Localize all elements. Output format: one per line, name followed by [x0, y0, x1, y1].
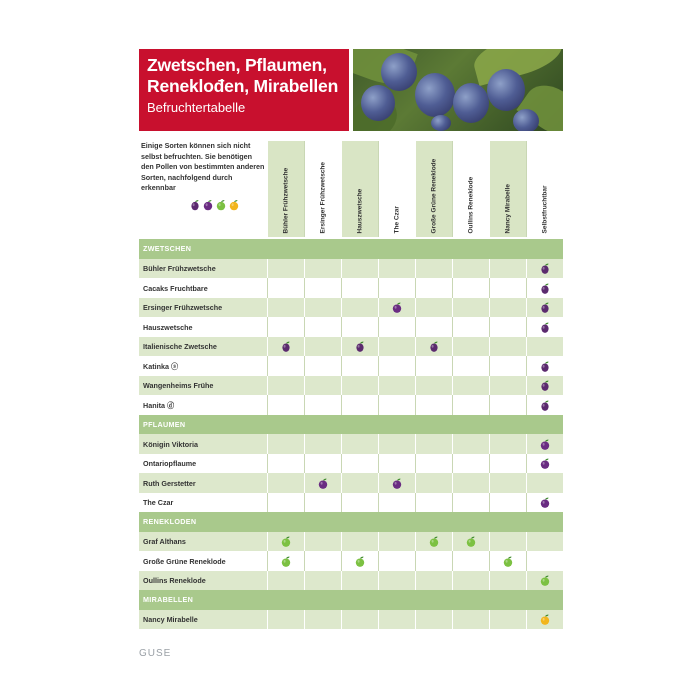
zwetsche-icon — [540, 283, 550, 294]
table-cell — [526, 551, 563, 571]
table-cell — [341, 278, 378, 298]
table-cell — [526, 610, 563, 630]
table-row — [139, 376, 563, 396]
table-cell — [526, 434, 563, 454]
table-cell — [378, 298, 415, 318]
table-row — [139, 356, 563, 376]
intro-suffix: erkennbar — [141, 183, 176, 192]
table-cell — [267, 317, 304, 337]
table-cell — [489, 298, 526, 318]
table-cell — [341, 337, 378, 357]
table-cell — [341, 454, 378, 474]
table-cell — [415, 454, 452, 474]
table-cell — [526, 356, 563, 376]
legend-icons — [189, 198, 259, 212]
table-cell — [304, 532, 341, 552]
table-cell — [489, 376, 526, 396]
column-header-label: Bühler Frühzwetsche — [282, 167, 290, 233]
table-cell — [489, 473, 526, 493]
table-cell — [267, 551, 304, 571]
reneklode-icon — [281, 536, 291, 547]
table-cell — [415, 259, 452, 279]
zwetsche-icon — [281, 341, 291, 352]
variety-name: Katinka ⓢ — [143, 361, 179, 371]
table-cell — [452, 571, 489, 591]
table-row — [139, 337, 563, 357]
variety-name: Bühler Frühzwetsche — [143, 264, 216, 273]
column-header-label: Selbstfruchtbar — [541, 184, 549, 233]
column-header — [304, 141, 341, 237]
table-cell — [304, 493, 341, 513]
table-cell — [378, 532, 415, 552]
table-cell — [526, 278, 563, 298]
table-cell — [452, 337, 489, 357]
subtitle: Befruchtertabelle — [147, 100, 246, 115]
table-cell — [341, 434, 378, 454]
zwetsche-icon — [540, 322, 550, 333]
table-cell — [341, 298, 378, 318]
table-cell — [341, 317, 378, 337]
table-cell — [452, 376, 489, 396]
table-cell — [378, 454, 415, 474]
table-cell — [526, 532, 563, 552]
table-cell — [267, 434, 304, 454]
table-cell — [378, 376, 415, 396]
table-cell — [304, 454, 341, 474]
reneklode-icon — [540, 575, 550, 586]
table-cell — [267, 532, 304, 552]
mirabelle-icon — [229, 200, 239, 211]
table-row — [139, 571, 563, 591]
section-header — [139, 512, 563, 532]
table-cell — [378, 551, 415, 571]
table-cell — [452, 473, 489, 493]
table-cell — [452, 298, 489, 318]
table-cell — [378, 337, 415, 357]
table-cell — [378, 278, 415, 298]
reneklode-icon — [216, 200, 226, 211]
table-cell — [489, 356, 526, 376]
column-header-label: The Czar — [393, 205, 401, 233]
table-cell — [304, 356, 341, 376]
table-row — [139, 395, 563, 415]
table-cell — [267, 298, 304, 318]
table-cell — [304, 337, 341, 357]
column-header — [415, 141, 452, 237]
pflaume-icon — [318, 478, 328, 489]
table-row — [139, 473, 563, 493]
table-cell — [489, 571, 526, 591]
variety-name: Hauszwetsche — [143, 322, 193, 332]
table-row — [139, 317, 563, 337]
zwetsche-icon — [540, 302, 550, 313]
table-cell — [304, 473, 341, 493]
table-cell — [267, 356, 304, 376]
table-cell — [267, 337, 304, 357]
section-header — [139, 415, 563, 435]
table-cell — [526, 473, 563, 493]
table-cell — [341, 356, 378, 376]
table-cell — [489, 551, 526, 571]
table-cell — [452, 532, 489, 552]
table-cell — [526, 376, 563, 396]
column-header — [452, 141, 489, 237]
table-cell — [415, 610, 452, 630]
variety-name: Hanita ⓓ — [143, 400, 175, 410]
pflaume-icon — [203, 200, 213, 211]
zwetsche-icon — [190, 200, 200, 211]
column-header — [341, 141, 378, 237]
table-row — [139, 551, 563, 571]
section-title: RENEKLODEN — [143, 517, 197, 526]
table-cell — [378, 317, 415, 337]
table-cell — [415, 551, 452, 571]
table-cell — [415, 532, 452, 552]
table-cell — [415, 298, 452, 318]
section-header — [139, 590, 563, 610]
table-cell — [341, 610, 378, 630]
column-header-label: Ersinger Frühzwetsche — [319, 161, 327, 233]
poster — [139, 49, 563, 661]
table-cell — [304, 434, 341, 454]
table-cell — [267, 493, 304, 513]
variety-name: Italienische Zwetsche — [143, 342, 217, 351]
table-cell — [415, 356, 452, 376]
section-title: PFLAUMEN — [143, 419, 186, 429]
table-cell — [378, 395, 415, 415]
variety-name: Cacaks Fruchtbare — [143, 283, 208, 293]
table-cell — [304, 376, 341, 396]
pflaume-icon — [392, 478, 402, 489]
reneklode-icon — [281, 556, 291, 567]
column-header-label: Große Grüne Reneklode — [430, 158, 438, 233]
table-cell — [415, 571, 452, 591]
table-cell — [452, 395, 489, 415]
zwetsche-icon — [540, 361, 550, 372]
variety-name: Wangenheims Frühe — [143, 381, 214, 390]
table-cell — [378, 473, 415, 493]
table-row — [139, 493, 563, 513]
mirabelle-icon — [540, 614, 550, 625]
variety-name: Königin Viktoria — [143, 439, 198, 449]
table-cell — [489, 395, 526, 415]
intro-text — [141, 141, 266, 194]
pflaume-icon — [540, 497, 550, 508]
table-cell — [415, 278, 452, 298]
zwetsche-icon — [355, 341, 365, 352]
table-cell — [341, 532, 378, 552]
column-header — [489, 141, 526, 237]
table-cell — [341, 493, 378, 513]
variety-name: The Czar — [143, 498, 174, 507]
table-cell — [452, 317, 489, 337]
section-title: MIRABELLEN — [143, 595, 194, 604]
table-cell — [452, 278, 489, 298]
table-cell — [304, 610, 341, 630]
table-cell — [267, 395, 304, 415]
table-cell — [378, 610, 415, 630]
table-cell — [452, 259, 489, 279]
pflaume-icon — [540, 458, 550, 469]
variety-name: Oullins Reneklode — [143, 576, 206, 585]
table-row — [139, 298, 563, 318]
column-header-label: Nancy Mirabelle — [504, 183, 512, 233]
column-header-label: Oullins Reneklode — [467, 176, 475, 233]
table-cell — [415, 473, 452, 493]
variety-name: Ruth Gerstetter — [143, 478, 196, 488]
table-row — [139, 532, 563, 552]
title-line-2: Reneklođen, Mirabellen — [147, 76, 339, 96]
table-cell — [267, 376, 304, 396]
table-cell — [415, 493, 452, 513]
variety-name: Ersinger Frühzwetsche — [143, 303, 223, 312]
table-cell — [341, 571, 378, 591]
section-header — [139, 239, 563, 259]
reneklode-icon — [355, 556, 365, 567]
table-cell — [267, 571, 304, 591]
table-cell — [267, 610, 304, 630]
table-cell — [489, 337, 526, 357]
table-cell — [267, 454, 304, 474]
table-cell — [378, 493, 415, 513]
table-cell — [526, 259, 563, 279]
table-cell — [526, 337, 563, 357]
variety-name: Große Grüne Reneklode — [143, 556, 226, 566]
table-row — [139, 278, 563, 298]
table-cell — [304, 395, 341, 415]
table-cell — [304, 278, 341, 298]
column-header-label: Hauszwetsche — [356, 188, 364, 233]
table-row — [139, 259, 563, 279]
table-cell — [452, 610, 489, 630]
table-cell — [452, 454, 489, 474]
title-box — [139, 49, 349, 131]
table-cell — [304, 298, 341, 318]
intro-body: Einige Sorten können sich nicht selbst befruchten. Sie benötigen den Pollen von bestimmten anderen Sorten, nachfolgend durch — [141, 141, 265, 182]
table-cell — [341, 551, 378, 571]
table-cell — [489, 532, 526, 552]
table-cell — [526, 395, 563, 415]
zwetsche-icon — [429, 341, 439, 352]
footer-brand: GUSE — [139, 648, 172, 659]
table-cell — [415, 317, 452, 337]
table-cell — [378, 259, 415, 279]
table-row — [139, 434, 563, 454]
table-cell — [415, 434, 452, 454]
table-cell — [452, 551, 489, 571]
table-cell — [341, 395, 378, 415]
table-cell — [378, 571, 415, 591]
table-cell — [489, 434, 526, 454]
table-cell — [489, 317, 526, 337]
table-cell — [415, 337, 452, 357]
table-cell — [526, 571, 563, 591]
table-cell — [304, 571, 341, 591]
reneklode-icon — [503, 556, 513, 567]
table-cell — [452, 434, 489, 454]
table-cell — [489, 278, 526, 298]
table-cell — [341, 473, 378, 493]
zwetsche-icon — [540, 380, 550, 391]
column-header — [526, 141, 563, 237]
table-cell — [304, 317, 341, 337]
table-cell — [304, 551, 341, 571]
pflaume-icon — [540, 439, 550, 450]
zwetsche-icon — [540, 263, 550, 274]
column-header — [378, 141, 415, 237]
table-cell — [489, 493, 526, 513]
section-title: ZWETSCHEN — [143, 244, 192, 253]
variety-name: Nancy Mirabelle — [143, 615, 198, 624]
table-cell — [304, 259, 341, 279]
reneklode-icon — [466, 536, 476, 547]
table-cell — [489, 610, 526, 630]
table-cell — [378, 356, 415, 376]
reneklode-icon — [429, 536, 439, 547]
table-cell — [452, 493, 489, 513]
table-cell — [526, 454, 563, 474]
table-cell — [378, 434, 415, 454]
table-cell — [526, 298, 563, 318]
column-header — [267, 141, 304, 237]
table-row — [139, 610, 563, 630]
pflaume-icon — [392, 302, 402, 313]
table-cell — [341, 376, 378, 396]
plum-photo — [353, 49, 563, 131]
table-cell — [267, 259, 304, 279]
table-cell — [415, 395, 452, 415]
table-cell — [415, 376, 452, 396]
table-cell — [267, 278, 304, 298]
table-cell — [489, 454, 526, 474]
title-line-1: Zwetschen, Pflaumen, — [147, 55, 327, 75]
table-cell — [267, 473, 304, 493]
variety-name: Ontariopflaume — [143, 459, 197, 468]
table-cell — [526, 317, 563, 337]
table-cell — [489, 259, 526, 279]
table-cell — [452, 356, 489, 376]
table-row — [139, 454, 563, 474]
table-cell — [526, 493, 563, 513]
zwetsche-icon — [540, 400, 550, 411]
variety-name: Graf Althans — [143, 537, 186, 546]
table-cell — [341, 259, 378, 279]
